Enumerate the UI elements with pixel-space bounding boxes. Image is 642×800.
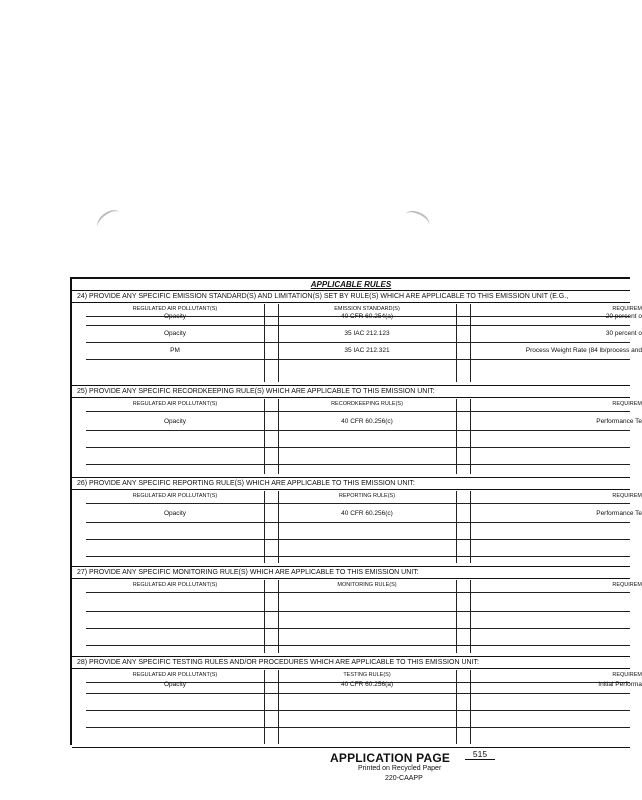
column-header: REGULATED AIR POLLUTANT(S): [132, 582, 218, 588]
column-divider: [264, 491, 265, 563]
pollutant-cell: [86, 595, 264, 611]
paper-curl-right: [402, 207, 432, 232]
requirement-cell: Process Weight Rate (84 lb/process and: [525, 347, 642, 354]
column-divider: [456, 580, 457, 653]
rule-cell: [277, 612, 457, 628]
requirement-cell: [472, 629, 642, 645]
pollutant-cell: Opacity: [163, 330, 187, 337]
column-header: REQUIREM: [612, 582, 642, 588]
column-divider: [264, 580, 265, 653]
applicable-rules-form: [70, 277, 642, 745]
rule-cell: [277, 629, 457, 645]
column-divider: [264, 670, 265, 744]
column-header: REQUIREM: [612, 493, 642, 499]
table-row: [72, 326, 642, 342]
column-divider: [278, 491, 279, 563]
pollutant-cell: Opacity: [163, 510, 187, 517]
requirement-cell: [472, 523, 642, 539]
column-divider: [264, 304, 265, 382]
requirement-cell: 20 percent o: [605, 313, 642, 320]
table-row: [72, 523, 630, 539]
pollutant-cell: Opacity: [163, 313, 187, 320]
row-rule: [86, 645, 630, 646]
requirement-cell: [472, 711, 642, 727]
column-header: MONITORING RULE(S): [337, 582, 397, 588]
requirement-cell: [472, 612, 642, 628]
column-divider: [278, 580, 279, 653]
table-row: [72, 694, 630, 710]
column-header: TESTING RULE(S): [343, 672, 391, 678]
column-divider: [278, 670, 279, 744]
requirement-cell: Initial Performa: [598, 681, 642, 688]
requirement-cell: Performance Te: [596, 510, 642, 517]
table-row: [72, 677, 642, 693]
rule-cell: [277, 711, 457, 727]
table-row: [72, 414, 642, 430]
requirement-cell: [472, 540, 642, 556]
row-rule: [86, 727, 630, 728]
footer-page-number: 515: [465, 749, 495, 760]
column-divider: [470, 399, 471, 474]
rule-cell: 40 CFR 60.256(c): [341, 418, 393, 425]
row-rule: [86, 464, 630, 465]
column-header: EMISSION STANDARD(S): [334, 306, 400, 312]
column-header: REGULATED AIR POLLUTANT(S): [132, 401, 218, 407]
rule-cell: 35 IAC 212.123: [344, 330, 390, 337]
column-divider: [278, 304, 279, 382]
requirement-cell: Performance Te: [596, 418, 642, 425]
column-divider: [470, 580, 471, 653]
table-row: [72, 343, 642, 359]
pollutant-cell: [86, 431, 264, 447]
requirement-cell: 30 percent o: [605, 330, 642, 337]
pollutant-cell: [86, 711, 264, 727]
pollutant-cell: [86, 523, 264, 539]
column-header: RECORDKEEPING RULE(S): [331, 401, 403, 407]
rule-cell: [277, 523, 457, 539]
footer-recycled-note: Printed on Recycled Paper: [358, 765, 442, 772]
column-header-row: [72, 491, 642, 507]
header-rule: [86, 411, 630, 412]
pollutant-cell: Opacity: [163, 681, 187, 688]
row-rule: [86, 556, 630, 557]
pollutant-cell: [86, 612, 264, 628]
column-header: REGULATED AIR POLLUTANT(S): [132, 306, 218, 312]
table-row: [72, 506, 642, 522]
footer-form-code: 220-CAAPP: [385, 775, 423, 782]
section-heading: 25) PROVIDE ANY SPECIFIC RECORDKEEPING RULE(S) WHICH ARE APPLICABLE TO THIS EMISSION UNIT:: [72, 386, 630, 398]
column-divider: [264, 399, 265, 474]
column-divider: [456, 399, 457, 474]
column-divider: [278, 399, 279, 474]
table-row: [72, 448, 630, 464]
column-header: REQUIREM: [612, 401, 642, 407]
footer-title: APPLICATION PAGE: [330, 751, 451, 765]
table-row: [72, 711, 630, 727]
requirement-cell: [472, 694, 642, 710]
rule-cell: [277, 448, 457, 464]
rule-cell: [277, 694, 457, 710]
header-rule: [86, 592, 630, 593]
column-divider: [456, 304, 457, 382]
pollutant-cell: [86, 448, 264, 464]
rule-cell: [277, 595, 457, 611]
rule-cell: 40 CFR 60.256(c): [341, 510, 393, 517]
section-heading: 27) PROVIDE ANY SPECIFIC MONITORING RULE(S) WHICH ARE APPLICABLE TO THIS EMISSION UNIT:: [72, 567, 630, 579]
pollutant-cell: PM: [170, 347, 180, 354]
rule-cell: [277, 540, 457, 556]
table-row: [72, 629, 630, 645]
form-title: APPLICABLE RULES: [72, 279, 630, 291]
section-heading: 24) PROVIDE ANY SPECIFIC EMISSION STANDARD(S) AND LIMITATION(S) SET BY RULE(S) WHICH ARE APPLICABLE TO THIS EMISSION UNIT (E.G.,: [72, 291, 630, 303]
section-heading: 28) PROVIDE ANY SPECIFIC TESTING RULES AND/OR PROCEDURES WHICH ARE APPLICABLE TO THIS EMISSION UNIT:: [72, 657, 630, 669]
column-header-row: [72, 580, 642, 596]
column-header: REGULATED AIR POLLUTANT(S): [132, 493, 218, 499]
column-header: REGULATED AIR POLLUTANT(S): [132, 672, 218, 678]
column-divider: [456, 670, 457, 744]
rule-cell: [277, 431, 457, 447]
column-header: REQUIREM: [612, 672, 642, 678]
requirement-cell: [472, 595, 642, 611]
column-header: REPORTING RULE(S): [338, 493, 396, 499]
table-row: [72, 612, 630, 628]
pollutant-cell: Opacity: [163, 418, 187, 425]
table-row: [72, 431, 630, 447]
requirement-cell: [472, 431, 642, 447]
column-header: REQUIREM: [612, 306, 642, 312]
column-divider: [470, 304, 471, 382]
column-divider: [470, 670, 471, 744]
rule-cell: 40 CFR 60.254(a): [340, 313, 394, 320]
column-divider: [470, 491, 471, 563]
column-divider: [456, 491, 457, 563]
table-row: [72, 540, 630, 556]
paper-curl-left: [94, 206, 124, 234]
requirement-cell: [472, 448, 642, 464]
rule-cell: 40 CFR 60.256(a): [340, 681, 394, 688]
pollutant-cell: [86, 540, 264, 556]
rule-cell: 35 IAC 212.321: [344, 347, 390, 354]
section-heading: 26) PROVIDE ANY SPECIFIC REPORTING RULE(S) WHICH ARE APPLICABLE TO THIS EMISSION UNIT:: [72, 478, 630, 490]
row-rule: [86, 359, 630, 360]
header-rule: [86, 503, 630, 504]
pollutant-cell: [86, 629, 264, 645]
section-rule: [72, 747, 630, 748]
table-row: [72, 595, 630, 611]
pollutant-cell: [86, 694, 264, 710]
column-header-row: [72, 399, 642, 415]
